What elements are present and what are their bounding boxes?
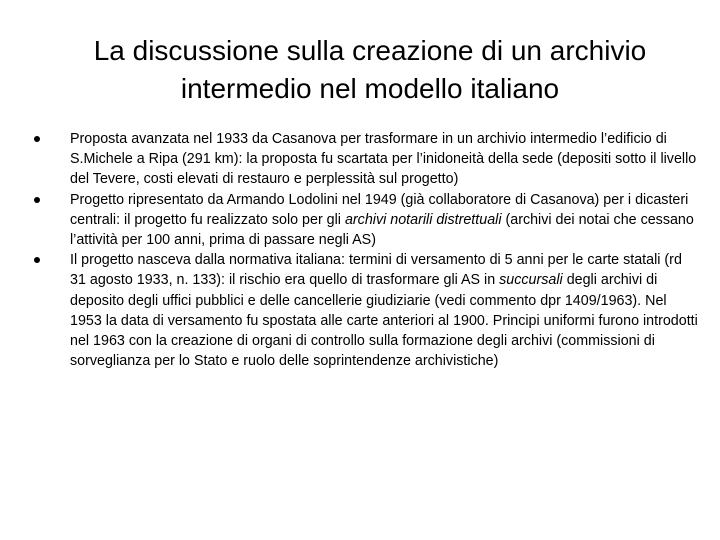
bullet-dot-icon — [34, 197, 40, 203]
bullet-dot-icon — [34, 257, 40, 263]
bullet-3-segment-3: degli archivi di deposito degli uffici pubblici e delle cancellerie giudiziarie (vedi commento dpr 1409/1963). Nel 1953 la data di versamento fu spostata alle carte anteriori al 1900. Principi uniformi furono introdotti nel 1963 con la creazione di organi di controllo sulla formazione degli archivi (commissioni di sorveglianza per lo Stato e ruolo delle soprintendenze archivistiche) — [70, 272, 698, 370]
bullet-list — [34, 129, 698, 371]
bullet-2-segment-2-italic: archivi notarili distrettuali — [344, 211, 502, 228]
bullet-2-segment-1: Progetto ripresentato da Armando Lodolini nel 1949 (già collaboratore di Casanova) per i dicasteri centrali: il progetto fu realizzato solo per gli — [70, 191, 689, 228]
bullet-3-segment-2-italic: succursali — [499, 272, 563, 289]
bullet-1-segment-1: Proposta avanzata nel 1933 da Casanova per trasformare in un archivio intermedio l’edificio di S.Michele a Ripa (291 km): la proposta fu scartata per l’inidoneità della sede (depositi sotto il livello del Tevere, costi elevati di restauro e perplessità sul progetto) — [70, 131, 697, 188]
slide-title-line-2: intermedio nel modello italiano — [180, 73, 560, 104]
bullet-text-2 — [70, 192, 694, 248]
bullet-item-1 — [34, 129, 698, 190]
slide-title-line-1: La discussione sulla creazione di un archivio — [93, 35, 647, 66]
bullet-dot-icon — [34, 136, 40, 142]
slide-title — [40, 32, 700, 108]
bullet-item-3 — [34, 250, 698, 371]
bullet-item-2 — [34, 190, 698, 251]
bullet-2-segment-3: (archivi dei notai che cessano l’attività per 100 anni, prima di passare negli AS) — [70, 211, 694, 249]
bullet-3-segment-1: Il progetto nasceva dalla normativa italiana: termini di versamento di 5 anni per le carte statali (rd 31 agosto 1933, n. 133): il rischio era quello di trasformare gli AS in — [70, 252, 682, 289]
bullet-text-1 — [70, 131, 696, 187]
bullet-text-3 — [70, 252, 698, 369]
